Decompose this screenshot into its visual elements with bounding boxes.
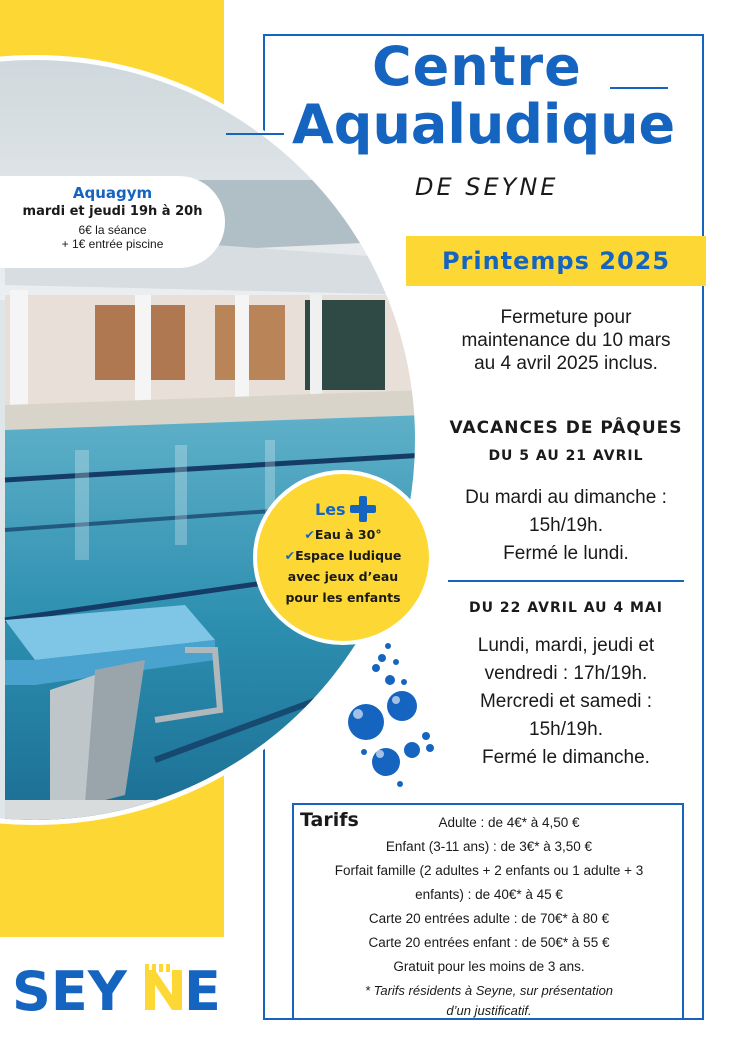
tarifs-box [292, 803, 684, 1020]
highlights-list [257, 524, 429, 608]
may-hours-line: Mercredi et samedi : [479, 691, 653, 712]
season-label: Printemps 2025 [441, 247, 671, 275]
highlight-item [257, 545, 429, 566]
aquagym-badge [0, 176, 225, 268]
tarif-line: Forfait famille (2 adultes + 2 enfants ou 1 adulte + 3 [334, 863, 644, 878]
season-banner [406, 236, 706, 286]
bubbles-icon [340, 640, 440, 790]
tarif-line: enfants) : de 40€* à 45 € [415, 887, 563, 902]
tarifs-title: Tarifs [300, 809, 359, 831]
closure-line: au 4 avril 2025 inclus. [474, 353, 658, 374]
tarif-note-line: d’un justificatif. [446, 1003, 532, 1018]
seyne-logo [12, 960, 227, 1020]
highlight-item: avec jeux d’eau [287, 569, 399, 584]
tarif-note-line: * Tarifs résidents à Seyne, sur présentation [364, 983, 614, 998]
easter-hours-line: Du mardi au dimanche : [465, 487, 667, 508]
tarifs-list [304, 811, 674, 1021]
easter-hours-line: 15h/19h. [529, 515, 603, 536]
easter-hours [426, 484, 706, 568]
highlights-circle [253, 470, 433, 645]
may-hours-line: 15h/19h. [529, 719, 603, 740]
title-dash-left [226, 133, 284, 135]
title-line2: Aqualudique [292, 93, 676, 156]
subtitle: DE SEYNE [415, 173, 559, 201]
section-divider [448, 580, 684, 582]
title-line1: Centre [372, 35, 582, 98]
check-icon: ✔ [304, 527, 315, 542]
highlight-item [257, 524, 429, 545]
logo-text-b: E [184, 960, 221, 1020]
aquagym-entry: + 1€ entrée piscine [61, 237, 164, 251]
may-dates: DU 22 AVRIL AU 4 MAI [469, 600, 663, 616]
tarif-line: Carte 20 entrées enfant : de 50€* à 55 € [368, 935, 610, 950]
plus-icon [348, 494, 378, 524]
aquagym-schedule: mardi et jeudi 19h à 20h [22, 204, 203, 219]
tarif-line: Gratuit pour les moins de 3 ans. [393, 959, 585, 974]
tarif-line: Adulte : de 4€* à 4,50 € [438, 815, 580, 830]
tarif-line: Carte 20 entrées adulte : de 70€* à 80 € [368, 911, 610, 926]
highlight-item: pour les enfants [285, 590, 401, 605]
check-icon: ✔ [284, 548, 296, 563]
may-hours-line: Fermé le dimanche. [482, 747, 650, 768]
closure-line: Fermeture pour [500, 307, 632, 328]
logo-text-a: SEY [12, 960, 127, 1020]
closure-line: maintenance du 10 mars [461, 330, 671, 351]
highlight-text: Espace ludique [295, 548, 402, 563]
may-hours-line: vendredi : 17h/19h. [484, 663, 648, 684]
logo-n-icon [145, 964, 182, 1010]
easter-title: VACANCES DE PÂQUES [449, 418, 683, 438]
easter-hours-line: Fermé le lundi. [503, 543, 629, 564]
aquagym-title: Aquagym [72, 184, 153, 202]
closure-notice [426, 306, 706, 375]
highlights-heading [315, 494, 378, 524]
highlight-text: Eau à 30° [314, 527, 382, 542]
aquagym-price: 6€ la séance [78, 223, 147, 237]
tarif-line: Enfant (3-11 ans) : de 3€* à 3,50 € [385, 839, 593, 854]
may-hours-line: Lundi, mardi, jeudi et [477, 635, 655, 656]
may-hours [426, 632, 706, 772]
highlights-label: Les [315, 499, 346, 519]
easter-dates: DU 5 AU 21 AVRIL [488, 448, 644, 464]
tarif-note [304, 981, 674, 1021]
title-dash-right [610, 87, 668, 89]
